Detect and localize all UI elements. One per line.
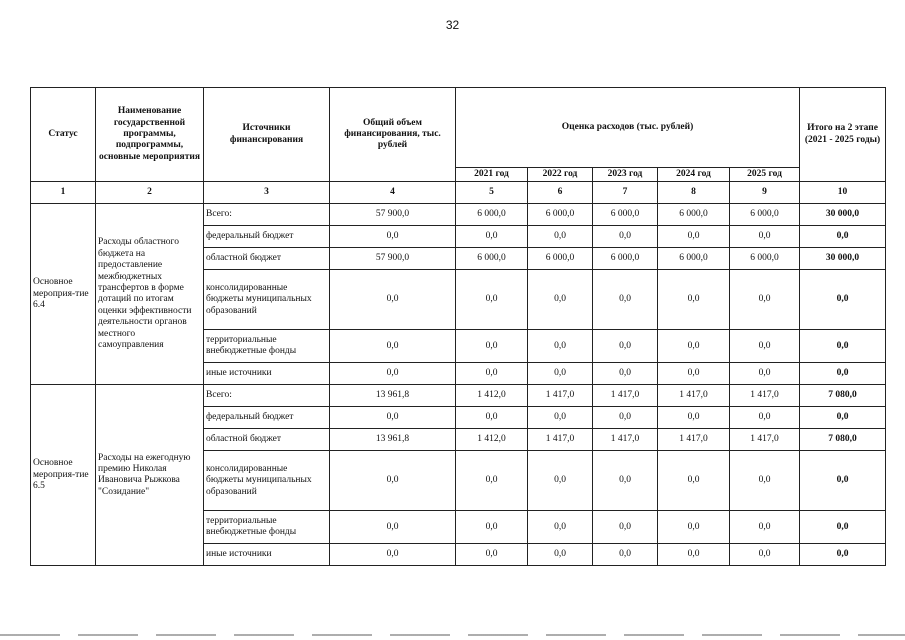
- year-cell: 0,0: [658, 226, 730, 248]
- year-cell: 0,0: [730, 330, 800, 363]
- source-cell: областной бюджет: [204, 248, 330, 270]
- column-number: 6: [528, 182, 593, 204]
- column-number: 3: [204, 182, 330, 204]
- header-stage-total: Итого на 2 этапе (2021 - 2025 годы): [800, 88, 886, 182]
- year-cell: 1 417,0: [593, 385, 658, 407]
- year-cell: 6 000,0: [528, 204, 593, 226]
- year-cell: 0,0: [456, 407, 528, 429]
- total-cell: 0,0: [330, 544, 456, 566]
- year-cell: 0,0: [456, 511, 528, 544]
- header-year: 2023 год: [593, 168, 658, 182]
- total-cell: 0,0: [330, 270, 456, 330]
- year-cell: 0,0: [456, 363, 528, 385]
- total-cell: 0,0: [330, 407, 456, 429]
- column-number: 7: [593, 182, 658, 204]
- year-cell: 0,0: [730, 407, 800, 429]
- budget-table: [30, 87, 886, 566]
- year-cell: 6 000,0: [658, 248, 730, 270]
- source-cell: областной бюджет: [204, 429, 330, 451]
- total-cell: 0,0: [330, 226, 456, 248]
- source-cell: территориальные внебюджетные фонды: [204, 511, 330, 544]
- year-cell: 0,0: [730, 511, 800, 544]
- table-row: [31, 204, 886, 226]
- column-number: 4: [330, 182, 456, 204]
- year-cell: 0,0: [658, 330, 730, 363]
- status-cell: Основное мероприя-тие 6.4: [31, 204, 96, 385]
- total-cell: 0,0: [330, 511, 456, 544]
- year-cell: 0,0: [730, 544, 800, 566]
- year-cell: 0,0: [658, 544, 730, 566]
- year-cell: 0,0: [730, 270, 800, 330]
- source-cell: федеральный бюджет: [204, 407, 330, 429]
- year-cell: 0,0: [528, 330, 593, 363]
- stage-total-cell: 0,0: [800, 226, 886, 248]
- year-cell: 0,0: [456, 226, 528, 248]
- year-cell: 0,0: [456, 451, 528, 511]
- stage-total-cell: 0,0: [800, 270, 886, 330]
- column-number: 5: [456, 182, 528, 204]
- year-cell: 0,0: [528, 511, 593, 544]
- stage-total-cell: 0,0: [800, 363, 886, 385]
- status-cell: Основное мероприя-тие 6.5: [31, 385, 96, 566]
- table-row: [31, 385, 886, 407]
- stage-total-cell: 7 080,0: [800, 429, 886, 451]
- page-number: 32: [445, 18, 460, 32]
- source-cell: Всего:: [204, 385, 330, 407]
- total-cell: 0,0: [330, 451, 456, 511]
- stage-total-cell: 0,0: [800, 451, 886, 511]
- stage-total-cell: 0,0: [800, 544, 886, 566]
- source-cell: иные источники: [204, 363, 330, 385]
- stage-total-cell: 30 000,0: [800, 204, 886, 226]
- year-cell: 0,0: [528, 407, 593, 429]
- year-cell: 0,0: [593, 544, 658, 566]
- total-cell: 13 961,8: [330, 429, 456, 451]
- year-cell: 0,0: [528, 451, 593, 511]
- year-cell: 1 417,0: [658, 385, 730, 407]
- activity-name-cell: Расходы на ежегодную премию Николая Ивановича Рыжкова "Созидание": [96, 385, 204, 566]
- year-cell: 0,0: [593, 407, 658, 429]
- year-cell: 1 417,0: [730, 385, 800, 407]
- header-name: Наименование государственной программы, подпрограммы, основные мероприятия: [96, 88, 204, 182]
- column-number: 1: [31, 182, 96, 204]
- stage-total-cell: 7 080,0: [800, 385, 886, 407]
- header-status: Статус: [31, 88, 96, 182]
- source-cell: территориальные внебюджетные фонды: [204, 330, 330, 363]
- header-year: 2021 год: [456, 168, 528, 182]
- year-cell: 6 000,0: [730, 204, 800, 226]
- source-cell: федеральный бюджет: [204, 226, 330, 248]
- year-cell: 0,0: [730, 363, 800, 385]
- year-cell: 0,0: [456, 330, 528, 363]
- table-header: [31, 88, 886, 204]
- scan-edge-rule: [0, 634, 905, 636]
- year-cell: 0,0: [658, 407, 730, 429]
- table-body: [31, 204, 886, 566]
- column-number: 2: [96, 182, 204, 204]
- year-cell: 1 412,0: [456, 429, 528, 451]
- total-cell: 57 900,0: [330, 248, 456, 270]
- year-cell: 0,0: [528, 363, 593, 385]
- year-cell: 0,0: [658, 270, 730, 330]
- header-year: 2024 год: [658, 168, 730, 182]
- total-cell: 0,0: [330, 363, 456, 385]
- source-cell: консолидированные бюджеты муниципальных образований: [204, 451, 330, 511]
- year-cell: 1 417,0: [730, 429, 800, 451]
- year-cell: 1 417,0: [528, 385, 593, 407]
- activity-name-cell: Расходы областного бюджета на предоставление межбюджетных трансфертов в форме дотаций по итогам оценки эффективности деятельности органов местного самоуправления: [96, 204, 204, 385]
- column-number: 10: [800, 182, 886, 204]
- year-cell: 1 417,0: [658, 429, 730, 451]
- year-cell: 0,0: [528, 226, 593, 248]
- year-cell: 0,0: [658, 511, 730, 544]
- year-cell: 1 412,0: [456, 385, 528, 407]
- year-cell: 0,0: [593, 270, 658, 330]
- total-cell: 0,0: [330, 330, 456, 363]
- header-total-volume: Общий объем финансирования, тыс. рублей: [330, 88, 456, 182]
- year-cell: 6 000,0: [730, 248, 800, 270]
- year-cell: 6 000,0: [658, 204, 730, 226]
- column-number-row: [31, 182, 886, 204]
- header-year: 2022 год: [528, 168, 593, 182]
- source-cell: иные источники: [204, 544, 330, 566]
- header-year: 2025 год: [730, 168, 800, 182]
- year-cell: 0,0: [528, 544, 593, 566]
- year-cell: 0,0: [730, 226, 800, 248]
- year-cell: 0,0: [730, 451, 800, 511]
- stage-total-cell: 0,0: [800, 407, 886, 429]
- year-cell: 0,0: [528, 270, 593, 330]
- column-number: 9: [730, 182, 800, 204]
- year-cell: 6 000,0: [456, 248, 528, 270]
- source-cell: консолидированные бюджеты муниципальных образований: [204, 270, 330, 330]
- header-sources: Источники финансирования: [204, 88, 330, 182]
- year-cell: 1 417,0: [528, 429, 593, 451]
- year-cell: 0,0: [658, 451, 730, 511]
- stage-total-cell: 0,0: [800, 330, 886, 363]
- year-cell: 0,0: [456, 544, 528, 566]
- year-cell: 0,0: [658, 363, 730, 385]
- source-cell: Всего:: [204, 204, 330, 226]
- year-cell: 6 000,0: [528, 248, 593, 270]
- year-cell: 0,0: [593, 451, 658, 511]
- year-cell: 0,0: [456, 270, 528, 330]
- header-estimate: Оценка расходов (тыс. рублей): [456, 88, 800, 168]
- year-cell: 0,0: [593, 226, 658, 248]
- total-cell: 13 961,8: [330, 385, 456, 407]
- year-cell: 0,0: [593, 330, 658, 363]
- column-number: 8: [658, 182, 730, 204]
- year-cell: 6 000,0: [456, 204, 528, 226]
- total-cell: 57 900,0: [330, 204, 456, 226]
- stage-total-cell: 0,0: [800, 511, 886, 544]
- stage-total-cell: 30 000,0: [800, 248, 886, 270]
- year-cell: 0,0: [593, 363, 658, 385]
- year-cell: 0,0: [593, 511, 658, 544]
- year-cell: 6 000,0: [593, 204, 658, 226]
- year-cell: 6 000,0: [593, 248, 658, 270]
- year-cell: 1 417,0: [593, 429, 658, 451]
